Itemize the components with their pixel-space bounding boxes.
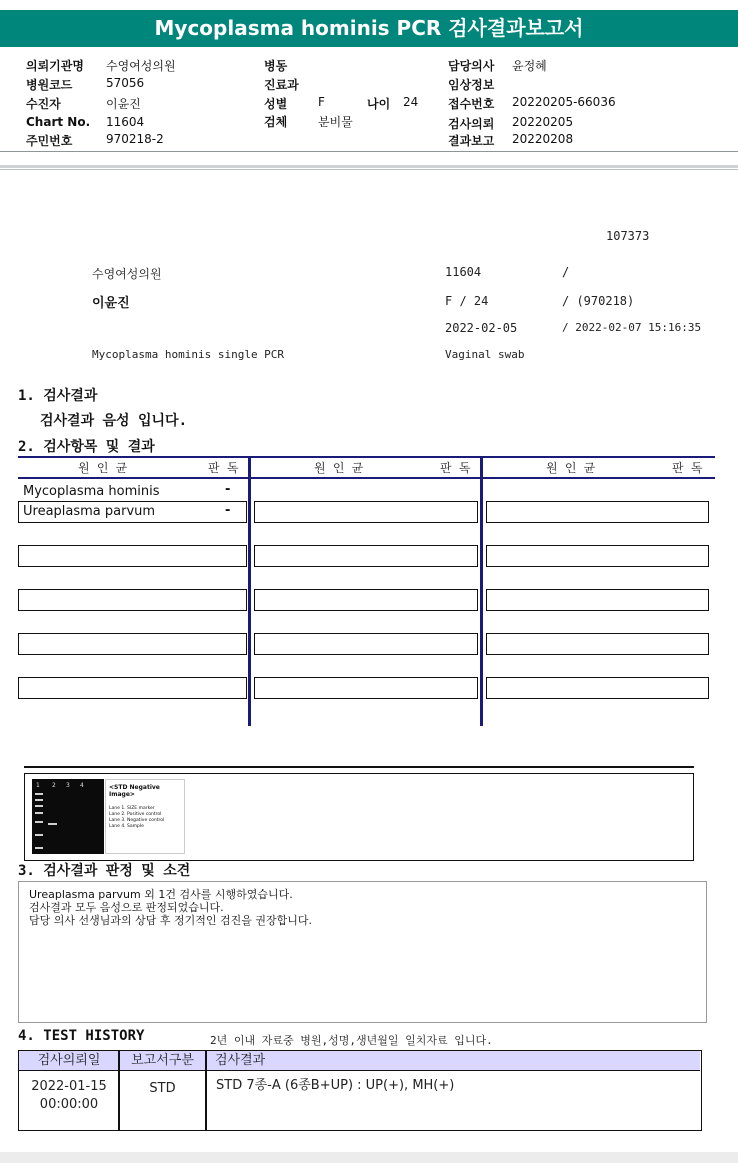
rrn-label: 주민번호 [26, 134, 73, 148]
ward-label: 병동 [264, 59, 288, 73]
pathogen-result-2: - [225, 503, 231, 518]
gel-lane-number: 4 [80, 782, 84, 789]
result-cell-empty [18, 545, 247, 567]
report-date-value: 20220208 [512, 132, 574, 146]
gel-electrophoresis-image [32, 779, 104, 854]
result-cell-empty [486, 589, 709, 611]
code-value: 57056 [106, 76, 145, 90]
history-date-line2: 00:00:00 [39, 1097, 99, 1112]
history-date-line1: 2022-01-15 [31, 1079, 107, 1094]
col-pathogen-2: 원 인 균 [314, 461, 364, 475]
col-judgment-1: 판 독 [208, 461, 239, 475]
opinion-box [18, 881, 707, 1023]
info-hospital: 수영여성의원 [92, 267, 162, 281]
section1-title: 1. 검사결과 [18, 388, 98, 404]
gel-band [35, 805, 43, 807]
header-divider-thick [0, 165, 738, 168]
result-cell-empty [254, 545, 478, 567]
code-label: 병원코드 [26, 78, 73, 92]
history-type: STD [149, 1081, 176, 1096]
report-date-label: 결과보고 [448, 134, 495, 148]
page-footer [0, 1152, 738, 1163]
gel-legend [105, 779, 185, 854]
history-header-date: 검사의뢰일 [19, 1051, 119, 1071]
info-sex-age: F / 24 [445, 294, 489, 308]
gel-band [35, 799, 43, 801]
info-name: 이윤진 [92, 296, 130, 311]
sex-value: F [318, 95, 325, 109]
section3-title: 3. 검사결과 판정 및 소견 [18, 863, 191, 879]
opinion-line: 검사결과 모두 음성으로 판정되었습니다. [29, 901, 224, 914]
results-table-divider-2 [480, 458, 483, 726]
chart-label: Chart No. [26, 115, 91, 129]
info-date-reported: / 2022-02-07 15:16:35 [562, 321, 702, 334]
report-title: Mycoplasma hominis PCR 검사결과보고서 [0, 10, 738, 47]
pathogen-name-2: Ureaplasma parvum [23, 504, 156, 519]
pathogen-result-1: - [225, 482, 231, 497]
result-cell-empty [486, 677, 709, 699]
specimen-label: 검체 [264, 115, 288, 129]
result-cell-empty [254, 677, 478, 699]
gel-band [35, 847, 43, 849]
info-specimen: Vaginal swab [445, 348, 525, 361]
history-note: 2년 이내 자료중 병원,성명,생년월일 일치자료 입니다. [210, 1034, 493, 1047]
dept-label: 진료과 [264, 78, 299, 92]
hospital-value: 수영여성의원 [106, 59, 176, 73]
patient-value: 이윤진 [106, 97, 141, 111]
results-table-header-rule [18, 477, 715, 479]
col-judgment-2: 판 독 [440, 461, 471, 475]
age-label: 나이 [367, 97, 391, 111]
gel-lane-number: 2 [52, 782, 56, 789]
specimen-id: 107373 [606, 229, 650, 243]
gel-band [35, 793, 43, 795]
results-table-divider-1 [248, 458, 251, 726]
col-judgment-3: 판 독 [672, 461, 703, 475]
gel-band [35, 821, 43, 823]
request-value: 20220205 [512, 115, 574, 129]
result-cell-empty [486, 633, 709, 655]
result-cell-empty [486, 545, 709, 567]
history-header-type: 보고서구분 [119, 1051, 206, 1071]
receipt-label: 접수번호 [448, 97, 495, 111]
result-cell-empty [254, 633, 478, 655]
specimen-value: 분비물 [318, 115, 353, 129]
chart-value: 11604 [106, 115, 145, 129]
doctor-label: 담당의사 [448, 59, 495, 73]
history-result: STD 7종-A (6종B+UP) : UP(+), MH(+) [216, 1078, 455, 1093]
result-cell-empty [18, 633, 247, 655]
gel-top-rule [24, 766, 694, 768]
gel-lane-number: 3 [66, 782, 70, 789]
result-cell-empty [18, 677, 247, 699]
sex-label: 성별 [264, 97, 288, 111]
gel-legend-item: Lane 1. SIZE marker [109, 806, 155, 811]
gel-band [48, 823, 57, 825]
section1-result: 검사결과 음성 입니다. [40, 413, 188, 429]
col-pathogen-1: 원 인 균 [78, 461, 128, 475]
gel-band [35, 834, 43, 836]
gel-legend-item: Lane 2. Positive control [109, 812, 162, 817]
header-divider-light [0, 169, 738, 170]
header-divider [0, 151, 738, 152]
rrn-value: 970218-2 [106, 132, 164, 146]
patient-label: 수진자 [26, 97, 61, 111]
info-date-requested: 2022-02-05 [445, 321, 518, 335]
result-cell-empty [486, 501, 709, 523]
results-table-top-rule [18, 456, 715, 458]
opinion-line: Ureaplasma parvum 외 1건 검사를 시행하였습니다. [29, 888, 293, 901]
gel-band [35, 812, 43, 814]
info-chart: 11604 [445, 265, 482, 279]
gel-lane-number: 1 [36, 782, 40, 789]
age-value: 24 [403, 95, 419, 109]
gel-legend-item: Lane 3. Negative control [109, 818, 165, 823]
gel-legend-title: <STD Negative Image> [109, 784, 160, 798]
gel-legend-item: Lane 4. Sample [109, 824, 144, 829]
info-test-name: Mycoplasma hominis single PCR [92, 348, 285, 361]
section4-title: 4. TEST HISTORY [18, 1028, 145, 1044]
result-cell-empty [254, 501, 478, 523]
result-cell-empty [254, 589, 478, 611]
history-table [18, 1050, 702, 1131]
result-cell-empty [18, 589, 247, 611]
gel-image-box [24, 773, 694, 861]
history-header-result: 검사결과 [206, 1051, 700, 1071]
doctor-value: 윤정혜 [512, 59, 547, 73]
request-label: 검사의뢰 [448, 117, 495, 131]
receipt-value: 20220205-66036 [512, 95, 616, 109]
opinion-line: 담당 의사 선생님과의 상담 후 정기적인 검진을 권장합니다. [29, 914, 312, 927]
pathogen-cell-2 [18, 501, 247, 523]
pathogen-name-1: Mycoplasma hominis [23, 484, 160, 499]
col-pathogen-3: 원 인 균 [546, 461, 596, 475]
info-birth: / (970218) [562, 294, 635, 308]
section2-title: 2. 검사항목 및 결과 [18, 439, 155, 455]
info-slash: / [562, 265, 570, 279]
hospital-label: 의뢰기관명 [26, 59, 84, 73]
clinical-label: 임상정보 [448, 78, 495, 92]
